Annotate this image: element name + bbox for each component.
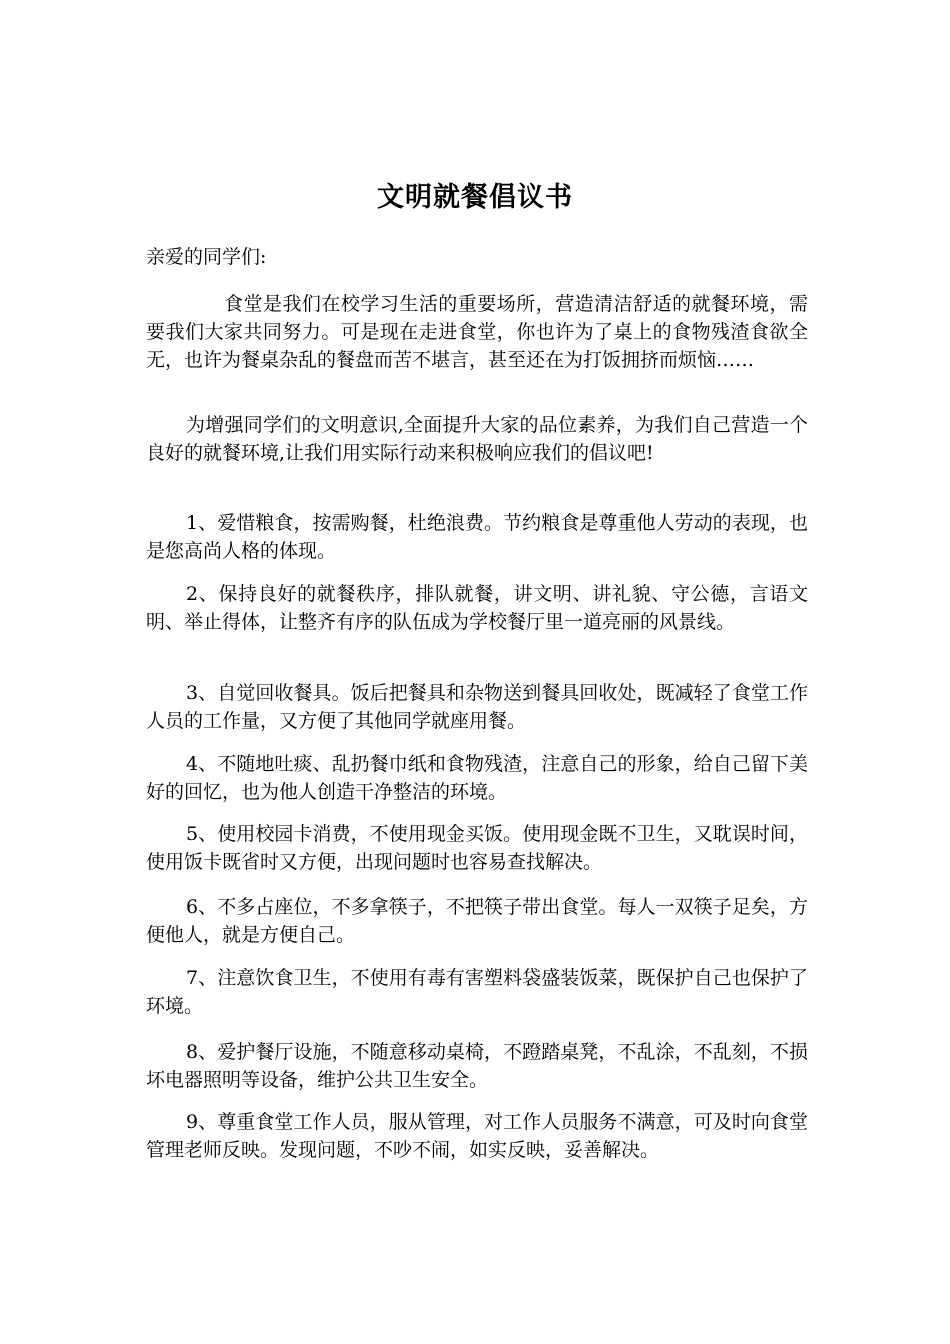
item-paragraph-1: 1、爱惜粮食，按需购餐，杜绝浪费。节约粮食是尊重他人劳动的表现，也是您高尚人格的体现。 xyxy=(146,512,808,562)
call-paragraph: 为增强同学们的文明意识,全面提升大家的品位素养，为我们自己营造一个良好的就餐环境,让我们用实际行动来积极响应我们的倡议吧! xyxy=(146,414,808,464)
item-paragraph-2: 2、保持良好的就餐秩序，排队就餐，讲文明、讲礼貌、守公德，言语文明、举止得体，让整齐有序的队伍成为学校餐厅里一道亮丽的风景线。 xyxy=(146,583,808,633)
item-paragraph-5: 5、使用校园卡消费，不使用现金买饭。使用现金既不卫生，又耽误时间，使用饭卡既省时又方便，出现问题时也容易查找解决。 xyxy=(146,823,808,873)
salutation: 亲爱的同学们: xyxy=(146,246,267,268)
intro-paragraph: 食堂是我们在校学习生活的重要场所，营造清洁舒适的就餐环境，需要我们大家共同努力。可是现在走进食堂，你也许为了桌上的食物残渣食欲全无，也许为餐桌杂乱的餐盘而苦不堪言，甚至还在为打饭拥挤而烦恼…… xyxy=(146,293,808,371)
item-paragraph-6: 6、不多占座位，不多拿筷子，不把筷子带出食堂。每人一双筷子足矣，方便他人，就是方便自己。 xyxy=(146,896,808,946)
item-paragraph-7: 7、注意饮食卫生，不使用有毒有害塑料袋盛装饭菜，既保护自己也保护了环境。 xyxy=(146,967,808,1017)
item-paragraph-4: 4、不随地吐痰、乱扔餐巾纸和食物残渣，注意自己的形象，给自己留下美好的回忆，也为他人创造干净整洁的环境。 xyxy=(146,753,808,803)
item-paragraph-3: 3、自觉回收餐具。饭后把餐具和杂物送到餐具回收处，既减轻了食堂工作人员的工作量，又方便了其他同学就座用餐。 xyxy=(146,682,808,732)
item-paragraph-9: 9、尊重食堂工作人员，服从管理，对工作人员服务不满意，可及时向食堂管理老师反映。发现问题，不吵不闹，如实反映，妥善解决。 xyxy=(146,1111,808,1161)
item-paragraph-8: 8、爱护餐厅设施，不随意移动桌椅，不蹬踏桌凳，不乱涂，不乱刻，不损坏电器照明等设备，维护公共卫生安全。 xyxy=(146,1041,808,1091)
document-title: 文明就餐倡议书 xyxy=(377,182,573,213)
